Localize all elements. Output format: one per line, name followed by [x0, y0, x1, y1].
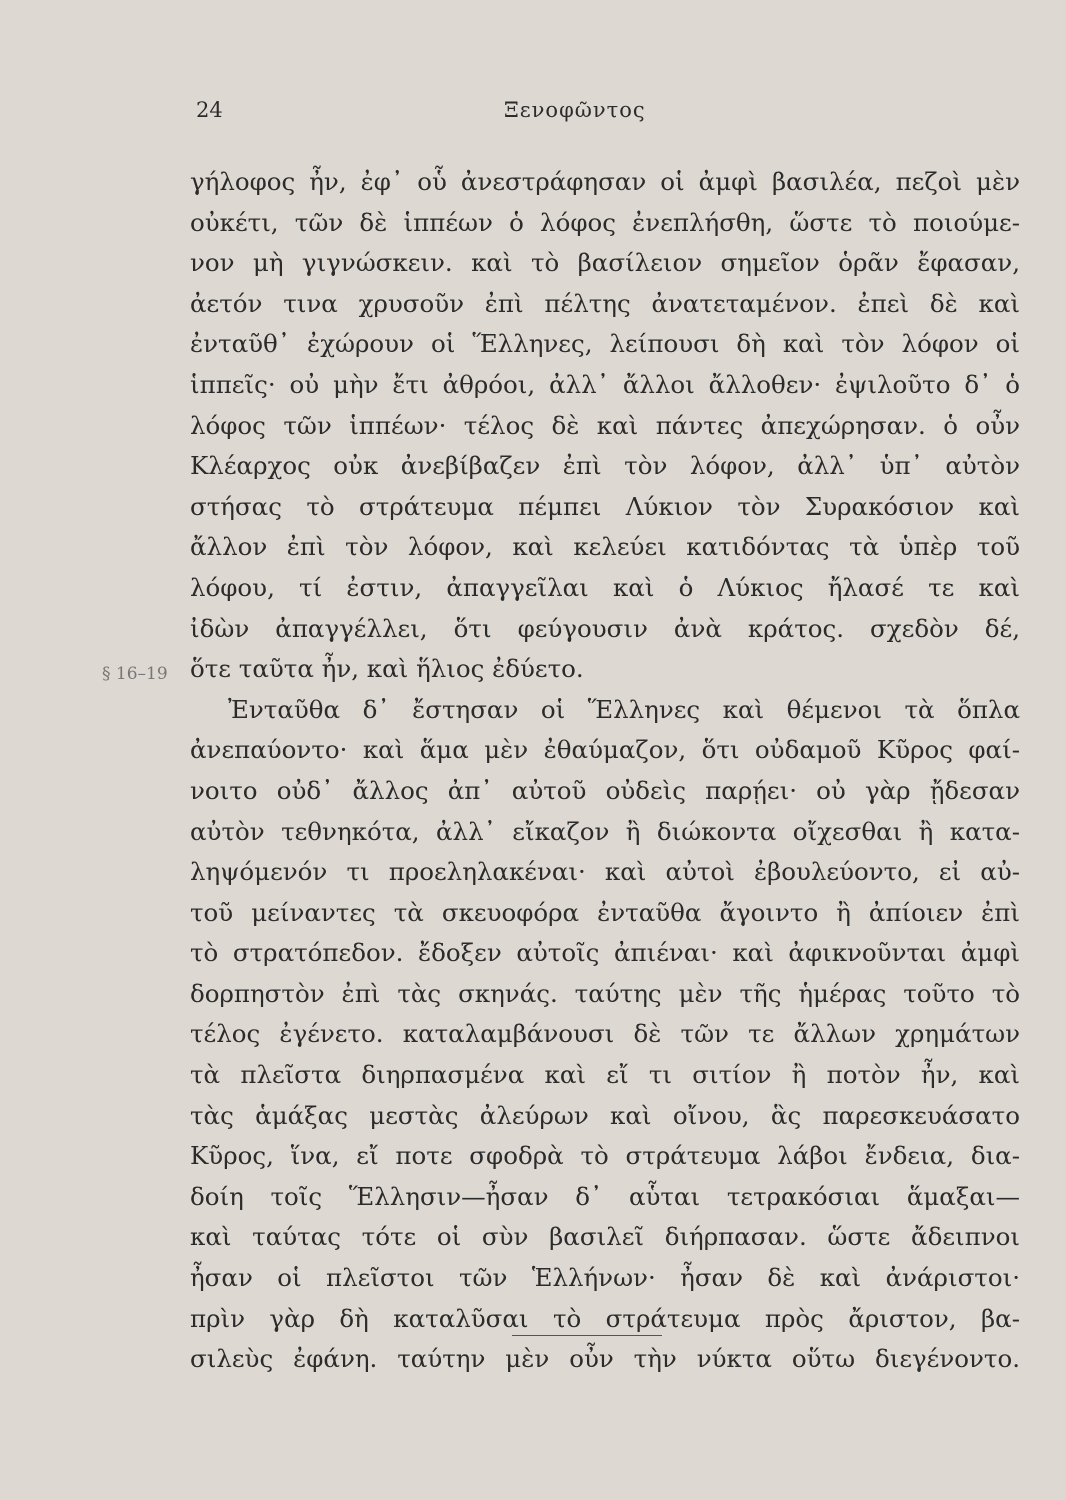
text-line: λόφου, τί ἐστιν, ἀπαγγεῖλαι καὶ ὁ Λύκιος ἤλασέ τε καὶ	[190, 572, 1020, 602]
text-line: ἐνταῦθ᾽ ἐχώρουν οἱ Ἕλληνες, λείπουσι δὴ καὶ τὸν λόφον οἱ	[190, 329, 1020, 359]
text-line: στήσας τὸ στράτευμα πέμπει Λύκιον τὸν Συρακόσιον καὶ	[190, 491, 1020, 521]
text-line: καὶ ταύτας τότε οἱ σὺν βασιλεῖ διήρπασαν. ὥστε ἄδειπνοι	[190, 1222, 1020, 1252]
text-line: τοῦ μείναντες τὰ σκευοφόρα ἐνταῦθα ἄγοιντο ἢ ἀπίοιεν ἐπὶ	[190, 897, 1020, 927]
text-line: Κλέαρχος οὐκ ἀνεβίβαζεν ἐπὶ τὸν λόφον, ἀλλ᾽ ὑπ᾽ αὐτὸν	[190, 451, 1020, 481]
text-line: τὰς ἁμάξας μεστὰς ἀλεύρων καὶ οἴνου, ἃς παρεσκευάσατο	[190, 1100, 1020, 1130]
running-title: Ξενοφῶντος	[504, 98, 646, 122]
section-reference: § 16–19	[102, 664, 168, 684]
text-line: Ἐνταῦθα δ᾽ ἔστησαν οἱ Ἕλληνες καὶ θέμενοι τὰ ὅπλα	[228, 694, 1020, 724]
text-line: οὐκέτι, τῶν δὲ ἱππέων ὁ λόφος ἐνεπλήσθη, ὥστε τὸ ποιούμε-	[190, 207, 1020, 237]
text-line: ἱππεῖς· οὐ μὴν ἔτι ἀθρόοι, ἀλλ᾽ ἄλλοι ἄλλοθεν· ἐψιλοῦτο δ᾽ ὁ	[190, 369, 1020, 399]
text-line: ὅτε ταῦτα ἦν, καὶ ἥλιος ἐδύετο.	[190, 654, 584, 684]
page-number: 24	[196, 98, 223, 122]
text-line: νοιτο οὐδ᾽ ἄλλος ἀπ᾽ αὐτοῦ οὐδεὶς παρῄει· οὐ γὰρ ᾔδεσαν	[190, 775, 1020, 805]
text-line: ἰδὼν ἀπαγγέλλει, ὅτι φεύγουσιν ἀνὰ κράτος. σχεδὸν δέ,	[190, 613, 1020, 643]
text-line: σιλεὺς ἐφάνη. ταύτην μὲν οὖν τὴν νύκτα οὕτω διεγένοντο.	[190, 1344, 1020, 1374]
text-line: τέλος ἐγένετο. καταλαμβάνουσι δὲ τῶν τε ἄλλων χρημάτων	[190, 1019, 1020, 1049]
text-line: γήλοφος ἦν, ἐφ᾽ οὗ ἀνεστράφησαν οἱ ἀμφὶ βασιλέα, πεζοὶ μὲν	[190, 167, 1020, 196]
text-line: ἀετόν τινα χρυσοῦν ἐπὶ πέλτης ἀνατεταμένον. ἐπεὶ δὲ καὶ	[190, 288, 1020, 318]
text-line: τὰ πλεῖστα διηρπασμένα καὶ εἴ τι σιτίον ἢ ποτὸν ἦν, καὶ	[190, 1060, 1020, 1090]
page-header	[196, 98, 1024, 132]
text-line: αὐτὸν τεθνηκότα, ἀλλ᾽ εἴκαζον ἢ διώκοντα οἴχεσθαι ἢ κατα-	[190, 816, 1020, 846]
text-line: λόφος τῶν ἱππέων· τέλος δὲ καὶ πάντες ἀπεχώρησαν. ὁ οὖν	[190, 410, 1020, 440]
text-line: ἀνεπαύοντο· καὶ ἅμα μὲν ἐθαύμαζον, ὅτι οὐδαμοῦ Κῦρος φαί-	[190, 735, 1020, 765]
body-text	[190, 162, 1020, 1380]
text-line: ληψόμενόν τι προεληλακέναι· καὶ αὐτοὶ ἐβουλεύοντο, εἰ αὐ-	[190, 857, 1020, 887]
end-rule	[512, 1335, 662, 1336]
text-line: τὸ στρατόπεδον. ἔδοξεν αὐτοῖς ἀπιέναι· καὶ ἀφικνοῦνται ἀμφὶ	[190, 938, 1020, 968]
text-line: δορπηστὸν ἐπὶ τὰς σκηνάς. ταύτης μὲν τῆς ἡμέρας τοῦτο τὸ	[190, 978, 1020, 1008]
text-line: πρὶν γὰρ δὴ καταλῦσαι τὸ στράτευμα πρὸς ἄριστον, βα-	[190, 1303, 1020, 1333]
text-line: ἄλλον ἐπὶ τὸν λόφον, καὶ κελεύει κατιδόντας τὰ ὑπὲρ τοῦ	[190, 532, 1020, 562]
text-line: Κῦρος, ἵνα, εἴ ποτε σφοδρὰ τὸ στράτευμα λάβοι ἔνδεια, δια-	[190, 1141, 1020, 1171]
text-line: δοίη τοῖς Ἕλλησιν—ἦσαν δ᾽ αὗται τετρακόσιαι ἅμαξαι—	[190, 1181, 1020, 1211]
text-line: νον μὴ γιγνώσκειν. καὶ τὸ βασίλειον σημεῖον ὁρᾶν ἔφασαν,	[190, 248, 1020, 278]
text-line: ἦσαν οἱ πλεῖστοι τῶν Ἑλλήνων· ἦσαν δὲ καὶ ἀνάριστοι·	[190, 1263, 1020, 1293]
